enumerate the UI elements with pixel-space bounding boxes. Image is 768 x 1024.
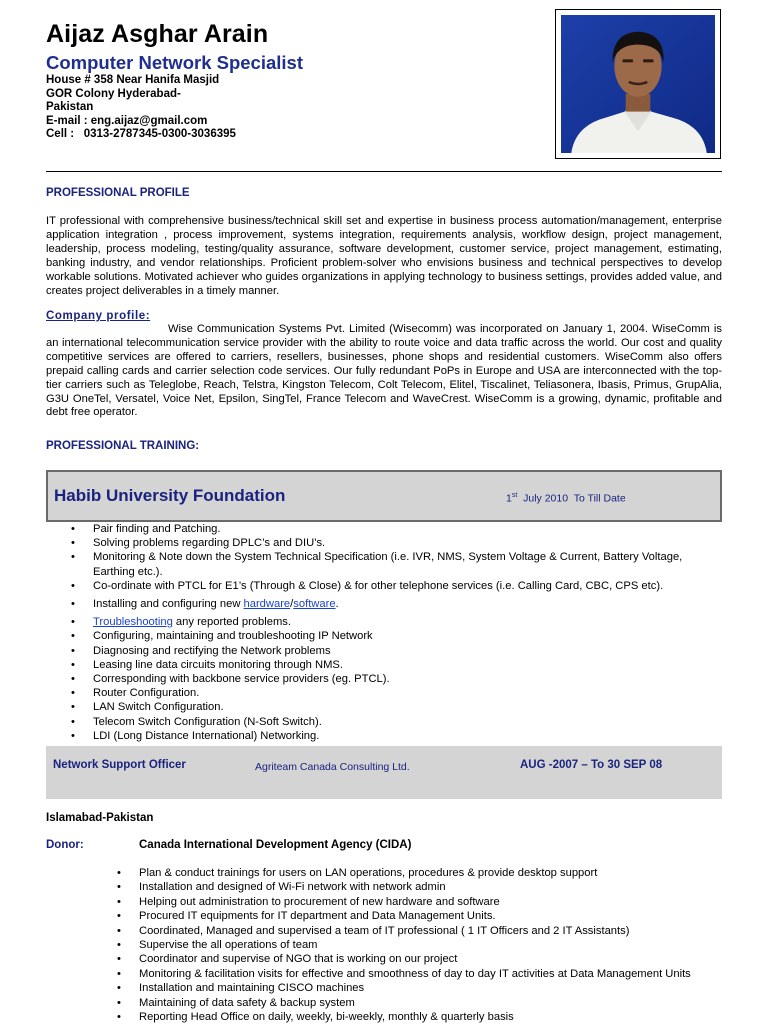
list-item: • Coordinator and supervise of NGO that is working on our project xyxy=(139,952,739,966)
list-item: • Telecom Switch Configuration (N-Soft Switch). xyxy=(93,715,718,729)
company-profile-heading: Company profile: xyxy=(46,310,151,322)
list-item: • LDI (Long Distance International) Networking. xyxy=(93,729,718,743)
list-item: • Co-ordinate with PTCL for E1’s (Through & Close) & for other telephone services (i.e. Calling Card, CBC, CPS etc). xyxy=(93,579,718,593)
job-title: Computer Network Specialist xyxy=(46,52,304,73)
list-item: • Supervise the all operations of team xyxy=(139,938,739,952)
list-item: • Plan & conduct trainings for users on LAN operations, procedures & provide desktop support xyxy=(139,866,739,880)
profile-text: IT professional with comprehensive business/technical skill set and expertise in business process automation/management, enterprise application integration , process improvement, systems integration, requirements analysis, workflow design, project management, leadership, process modeling, testing/quality assurance, software development, customer service, project management, estimating, banking industry, and vendor relationships. Proficient problem-solver who envisions business and technical perspectives to develop workable solutions. Motivated achiever who guides organizations in applying technology to business settings, provides added value, and creates project deliverables in a timely manner. xyxy=(46,215,722,297)
list-item xyxy=(93,615,718,629)
list-item: • Installation and maintaining CISCO machines xyxy=(139,981,739,995)
job2-dates: AUG -2007 – To 30 SEP 08 xyxy=(520,759,663,771)
job1-header-box xyxy=(46,470,722,522)
email-line: E-mail : eng.aijaz@gmail.com xyxy=(46,114,208,127)
troubleshooting-link[interactable]: Troubleshooting xyxy=(93,616,173,629)
address-line-1: House # 358 Near Hanifa Masjid xyxy=(46,74,220,86)
list-item: • Monitoring & Note down the System Technical Specification (i.e. IVR, NMS, System Voltage & Current, Battery Voltage, Earthing etc.). xyxy=(93,550,718,578)
address-line-2: GOR Colony Hyderabad- xyxy=(46,87,181,100)
donor-label: Donor: xyxy=(46,839,84,851)
list-item xyxy=(93,597,718,611)
job1-duties-list xyxy=(93,522,718,743)
portrait-image xyxy=(561,15,715,153)
job1-organization: Habib University Foundation xyxy=(54,486,286,505)
contact-block xyxy=(46,74,236,142)
install-text: Installing and configuring new xyxy=(93,598,244,611)
job2-header-box xyxy=(46,746,722,799)
list-item: • Configuring, maintaining and troubleshooting IP Network xyxy=(93,629,718,643)
header-divider xyxy=(46,171,722,172)
training-heading: PROFESSIONAL TRAINING: xyxy=(46,440,200,452)
list-item: • Diagnosing and rectifying the Network problems xyxy=(93,644,718,658)
list-item: • Router Configuration. xyxy=(93,686,718,700)
donor-name: Canada International Development Agency (CIDA) xyxy=(139,839,412,851)
cell-line: Cell : 0313-2787345-0300-3036395 xyxy=(46,128,236,141)
slash-text: / xyxy=(290,598,294,611)
list-item: • Solving problems regarding DPLC’s and DIU’s. xyxy=(93,536,718,550)
list-item: • Procured IT equipments for IT department and Data Management Units. xyxy=(139,909,739,923)
list-item: • Reporting Head Office on daily, weekly, bi-weekly, monthly & quarterly basis xyxy=(139,1010,739,1024)
list-item: • Coordinated, Managed and supervised a team of IT professional ( 1 IT Officers and 2 IT Assistants) xyxy=(139,924,739,938)
job2-company: Agriteam Canada Consulting Ltd. xyxy=(255,761,410,773)
list-item: • Helping out administration to procurement of new hardware and software xyxy=(139,895,739,909)
job1-dates xyxy=(506,492,626,505)
list-item: • Installation and designed of Wi-Fi network with network admin xyxy=(139,880,739,894)
job2-location: Islamabad-Pakistan xyxy=(46,812,154,824)
company-profile-text: Wise Communication Systems Pvt. Limited (Wisecomm) was incorporated on January 1, 2004. WiseComm is an international telecommunication service provider with the ability to route voice and data traffic across the world. Our cost and quality competitive services are offered to carriers, resellers, businesses, phone shops and residential customers. WiseComm also offers prepaid calling cards and carrier selection code services. Our fully redundant PoPs in Europe and USA are interconnected with the top-tier carriers such as Teleglobe, Reach, Telstra, Kingston Telecom, Colt Telecom, Elitel, Tiscalinet, Teliasonera, Ibasis, Primus, GrupAlia, G3U OneTel, Versatel, Voice Net, Epsilon, SingTel, France Telecom and WaveCrest. WiseComm is a growing, dynamic, profitable and debt free operator. xyxy=(46,323,722,419)
list-item: • Monitoring & facilitation visits for effective and smoothness of day to day IT activities at Data Management Units xyxy=(139,967,739,981)
job1-date-suffix: st xyxy=(511,492,518,499)
software-link[interactable]: software xyxy=(293,598,336,611)
list-item: • Leasing line data circuits monitoring through NMS. xyxy=(93,658,718,672)
period-text: . xyxy=(335,598,339,611)
candidate-name: Aijaz Asghar Arain xyxy=(46,20,269,48)
list-item: • Maintaining of data safety & backup system xyxy=(139,996,739,1010)
profile-photo xyxy=(555,9,721,159)
address-line-3: Pakistan xyxy=(46,101,94,114)
job2-duties-list xyxy=(139,866,739,1024)
job1-date-day: 1 xyxy=(506,492,512,505)
job1-date-rest: July 2010 To Till Date xyxy=(517,492,626,505)
job2-role: Network Support Officer xyxy=(53,759,186,771)
list-item: • LAN Switch Configuration. xyxy=(93,700,718,714)
hardware-link[interactable]: hardware xyxy=(243,598,291,611)
list-item: • Corresponding with backbone service providers (eg. PTCL). xyxy=(93,672,718,686)
troubleshooting-text: any reported problems. xyxy=(172,616,291,629)
list-item: • Pair finding and Patching. xyxy=(93,522,718,536)
profile-heading: PROFESSIONAL PROFILE xyxy=(46,187,190,199)
